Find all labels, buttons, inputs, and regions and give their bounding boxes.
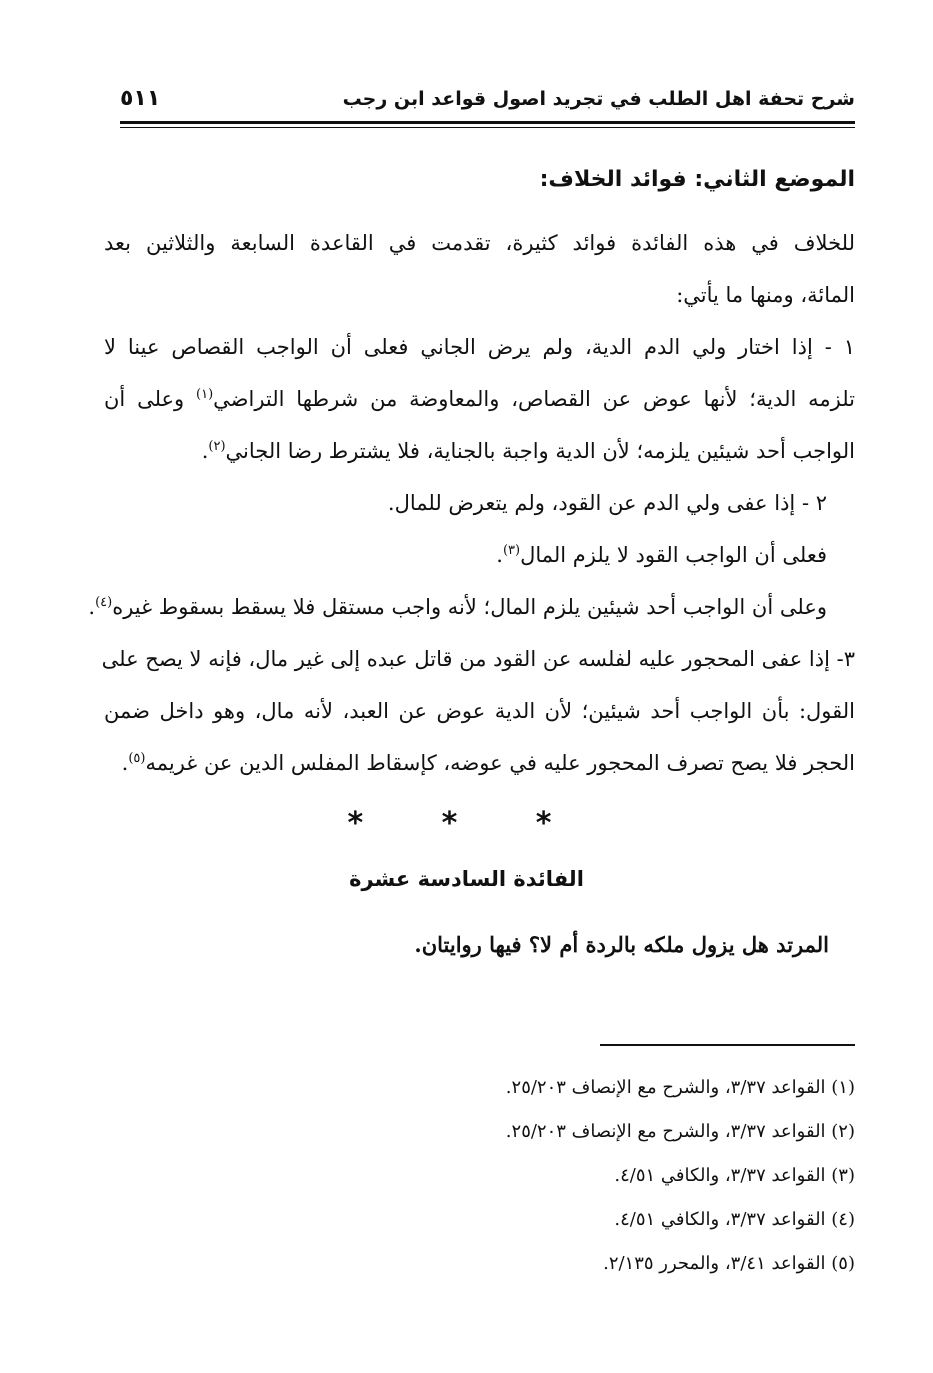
footnote-ref-4: (٤): [95, 595, 113, 610]
subsection-heading: الفائدة السادسة عشرة: [349, 867, 584, 891]
footnote-4: (٤) القواعد ٣/٣٧، والكافي ٤/٥١.: [614, 1209, 855, 1230]
item-3-line-2: القول: بأن الواجب أحد شيئين؛ لأن الدية عوض عن العبد، لأنه مال، وهو داخل ضمن: [104, 699, 855, 723]
item-1-line-2: تلزمه الدية؛ لأنها عوض عن القصاص، والمعاوضة من شرطها التراضي$^{(١)}$ وعلى أن: [104, 387, 855, 411]
subsection-question: المرتد هل يزول ملكه بالردة أم لا؟ فيها روايتان.: [414, 932, 829, 957]
footnote-5: (٥) القواعد ٣/٤١، والمحرر ٢/١٣٥.: [603, 1253, 855, 1274]
item-2-line-2: فعلى أن الواجب القود لا يلزم المال$^{(٣)}$.: [496, 543, 827, 567]
header-rule-thin: [120, 127, 855, 128]
footnote-3: (٣) القواعد ٣/٣٧، والكافي ٤/٥١.: [614, 1165, 855, 1186]
header-rule-thick: [120, 121, 855, 124]
footnote-ref-5: (٥): [128, 751, 146, 766]
footnote-ref-1: (١): [196, 387, 214, 402]
section-separator: * * *: [347, 806, 586, 841]
intro-line-2: المائة، ومنها ما يأتي:: [676, 283, 855, 307]
page-number: ٥١١: [120, 86, 161, 111]
footnote-2: (٢) القواعد ٣/٣٧، والشرح مع الإنصاف ٢٥/٢٠٣.: [505, 1121, 855, 1142]
footnotes: [506, 1066, 855, 1286]
footnote-1: (١) القواعد ٣/٣٧، والشرح مع الإنصاف ٢٥/٢٠٣.: [505, 1077, 855, 1098]
item-1-line-1: ١ - إذا اختار ولي الدم الدية، ولم يرض الجاني فعلى أن الواجب القصاص عينا لا: [104, 335, 855, 359]
footnote-separator: [600, 1044, 855, 1046]
main-text: [88, 217, 855, 789]
item-3-line-3: الحجر فلا يصح تصرف المحجور عليه في عوضه، كإسقاط المفلس الدين عن غريمه$^{(٥)}$.: [121, 751, 855, 775]
book-title: شرح تحفة اهل الطلب في تجريد اصول قواعد ابن رجب: [342, 88, 855, 110]
section-heading: الموضع الثاني: فوائد الخلاف:: [539, 167, 855, 192]
item-1-line-3: الواجب أحد شيئين يلزمه؛ لأن الدية واجبة بالجناية، فلا يشترط رضا الجاني$^{(٢)}$.: [201, 439, 855, 463]
footnote-ref-2: (٢): [208, 439, 226, 454]
item-2-line-3: وعلى أن الواجب أحد شيئين يلزم المال؛ لأنه واجب مستقل فلا يسقط بسقوط غيره$^{(٤)}$.: [88, 595, 827, 619]
footnote-ref-3: (٣): [502, 543, 521, 558]
running-header: [120, 84, 855, 120]
intro-line-1: للخلاف في هذه الفائدة فوائد كثيرة، تقدمت في القاعدة السابعة والثلاثين بعد: [104, 231, 855, 255]
item-2-line-1: ٢ - إذا عفى ولي الدم عن القود، ولم يتعرض للمال.: [387, 491, 827, 515]
item-3-line-1: ٣- إذا عفى المحجور عليه لفلسه عن القود من قاتل عبده إلى غير مال، فإنه لا يصح على: [101, 647, 855, 671]
